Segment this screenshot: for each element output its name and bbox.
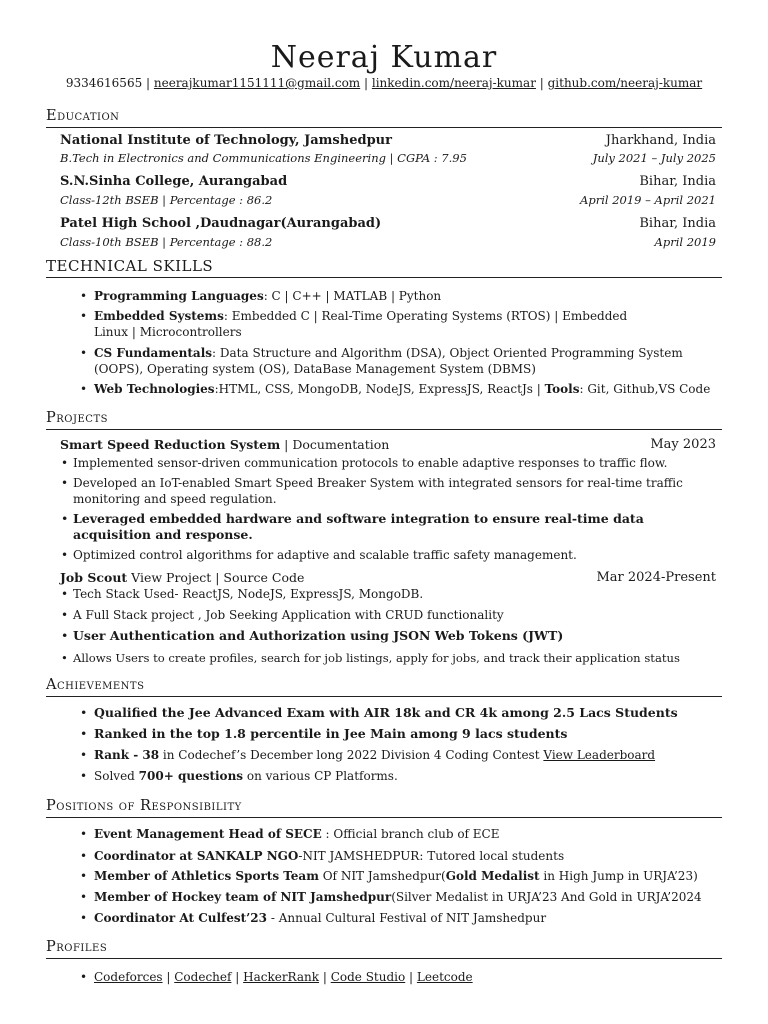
education-location: Bihar, India (639, 216, 716, 231)
separator: | (360, 76, 372, 90)
project-bullet: • Optimized control algorithms for adaptive and scalable traffic safety management. (61, 548, 577, 562)
section-title-projects: Projects (46, 410, 108, 426)
position-item: • Member of Athletics Sports Team Of NIT Jamshedpur(Gold Medalist in High Jump in URJA’23) (80, 869, 698, 883)
codeforces-link[interactable]: Codeforces (94, 970, 163, 984)
leaderboard-link[interactable]: View Leaderboard (543, 748, 656, 762)
project-bullet: • User Authentication and Authorization using JSON Web Tokens (JWT) (61, 628, 564, 643)
separator: | (162, 970, 175, 984)
codestudio-link[interactable]: Code Studio (330, 970, 406, 984)
skill-item: • Web Technologies:HTML, CSS, MongoDB, NodeJS, ExpressJS, ReactJs | Tools: Git, Github,VS Code (80, 382, 711, 396)
profiles-list: • Codeforces | Codechef | HackerRank | Code Studio | Leetcode (80, 970, 473, 984)
education-location: Jharkhand, India (605, 133, 716, 148)
phone: 9334616565 (65, 76, 143, 90)
section-divider (46, 277, 722, 278)
codechef-link[interactable]: Codechef (174, 970, 232, 984)
education-location: Bihar, India (639, 174, 716, 189)
skill-item: • Programming Languages: C | C++ | MATLAB | Python (80, 289, 442, 303)
hackerrank-link[interactable]: HackerRank (243, 970, 320, 984)
section-divider (46, 958, 722, 959)
section-title-education: Education (46, 108, 120, 124)
separator: | (319, 970, 331, 984)
candidate-name: Neeraj Kumar (270, 40, 498, 75)
section-title-positions: Positions of Responsibility (46, 798, 242, 814)
section-title-profiles: Profiles (46, 939, 108, 955)
separator: | (535, 76, 548, 90)
education-school: Patel High School ,Daudnagar(Aurangabad) (60, 216, 382, 231)
project-bullet: • Developed an IoT-enabled Smart Speed Breaker System with integrated sensors for real-time traffic monitoring and speed regulation. (61, 476, 683, 506)
project-bullet: • A Full Stack project , Job Seeking Application with CRUD functionality (61, 608, 504, 622)
project-date: Mar 2024-Present (596, 570, 716, 585)
achievement-item: • Qualified the Jee Advanced Exam with AIR 18k and CR 4k among 2.5 Lacs Students (80, 705, 678, 720)
section-title-skills: TECHNICAL SKILLS (46, 257, 214, 275)
project-title: Job Scout View Project | Source Code (60, 570, 305, 585)
education-school: National Institute of Technology, Jamshedpur (60, 133, 392, 148)
section-title-achievements: Achievements (46, 677, 145, 693)
leetcode-link[interactable]: Leetcode (416, 970, 473, 984)
position-item: • Member of Hockey team of NIT Jamshedpur(Silver Medalist in URJA’23 And Gold in URJA’2024 (80, 890, 702, 904)
project-documentation-link[interactable]: | Documentation (280, 437, 390, 452)
achievement-item: • Ranked in the top 1.8 percentile in Jee Main among 9 lacs students (80, 726, 568, 741)
position-item: • Coordinator At Culfest’23 - Annual Cultural Festival of NIT Jamshedpur (80, 911, 547, 925)
email-link[interactable]: neerajkumar1151111@gmail.com (153, 76, 361, 90)
education-degree: Class-12th BSEB | Percentage : 86.2 (60, 193, 273, 207)
project-bullet: • Leveraged embedded hardware and software integration to ensure real-time data acquisition and response. (61, 511, 644, 542)
section-divider (46, 817, 722, 818)
separator: | (142, 76, 154, 90)
education-degree: Class-10th BSEB | Percentage : 88.2 (60, 235, 273, 249)
separator: | (405, 970, 417, 984)
separator: | (231, 970, 244, 984)
achievement-item: • Solved 700+ questions on various CP Platforms. (80, 769, 398, 783)
project-bullet: • Tech Stack Used- ReactJS, NodeJS, ExpressJS, MongoDB. (61, 587, 424, 601)
position-item: • Coordinator at SANKALP NGO-NIT JAMSHEDPUR: Tutored local students (80, 849, 565, 863)
education-dates: April 2019 (654, 235, 716, 249)
project-links[interactable]: View Project | Source Code (127, 570, 305, 585)
education-dates: April 2019 – April 2021 (580, 193, 716, 207)
education-degree: B.Tech in Electronics and Communications Engineering | CGPA : 7.95 (60, 151, 467, 165)
achievement-item: • Rank - 38 in Codechef’s December long 2022 Division 4 Coding Contest View Leaderboard (80, 748, 656, 762)
position-item: • Event Management Head of SECE : Official branch club of ECE (80, 827, 500, 841)
project-bullet: • Allows Users to create profiles, search for job listings, apply for jobs, and track their application status (61, 651, 680, 665)
project-date: May 2023 (650, 437, 716, 452)
linkedin-link[interactable]: linkedin.com/neeraj-kumar (371, 76, 536, 90)
project-title: Smart Speed Reduction System | Documentation (60, 437, 390, 452)
section-divider (46, 429, 722, 430)
project-bullet: • Implemented sensor-driven communication protocols to enable adaptive responses to traffic flow. (61, 456, 668, 470)
contact-line (0, 74, 768, 92)
skill-item: • Embedded Systems: Embedded C | Real-Time Operating Systems (RTOS) | Embedded Linux | Microcontrollers (80, 309, 628, 339)
section-divider (46, 696, 722, 697)
education-dates: July 2021 – July 2025 (592, 151, 716, 165)
skill-item: • CS Fundamentals: Data Structure and Algorithm (DSA), Object Oriented Programming System (OOPS), Operating system (OS), DataBase Management System (DBMS) (80, 346, 683, 376)
github-link[interactable]: github.com/neeraj-kumar (547, 76, 703, 90)
section-divider (46, 127, 722, 128)
education-school: S.N.Sinha College, Aurangabad (60, 174, 288, 189)
